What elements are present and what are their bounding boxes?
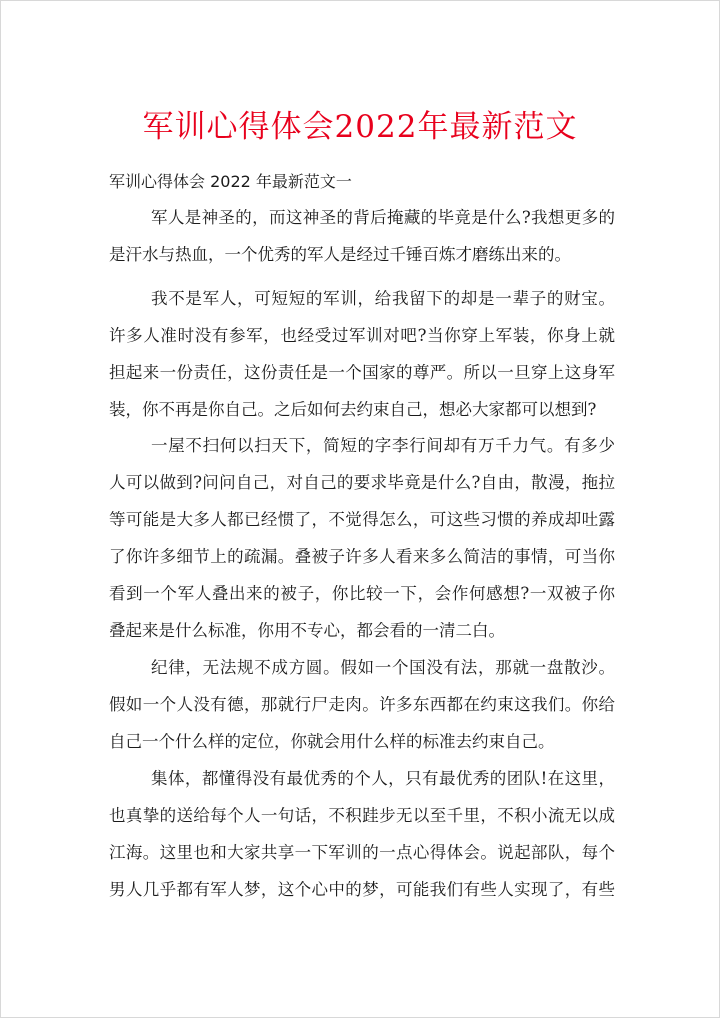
paragraph-2-line-3: 担起来一份责任，这份责任是一个国家的尊严。所以一旦穿上这身军 [109, 363, 615, 382]
paragraph-3-line-4: 了你许多细节上的疏漏。叠被子许多人看来多么简洁的事情，可当你 [109, 547, 615, 566]
paragraph-1-line-1: 军人是神圣的，而这神圣的背后掩藏的毕竟是什么?我想更多的 [151, 208, 615, 227]
paragraph-5-line-4: 男人几乎都有军人梦，这个心中的梦，可能我们有些人实现了，有些 [109, 880, 615, 899]
paragraph-4-line-1: 纪律，无法规不成方圆。假如一个国没有法，那就一盘散沙。 [151, 658, 615, 677]
paragraph-4-line-3: 自己一个什么样的定位，你就会用什么样的标准去约束自己。 [109, 732, 555, 751]
document-title: 军训心得体会2022年最新范文 [142, 109, 578, 145]
paragraph-3-line-5: 看到一个军人叠出来的被子，你比较一下，会作何感想?一双被子你 [109, 584, 615, 603]
paragraph-5-line-2: 也真挚的送给每个人一句话，不积跬步无以至千里，不积小流无以成 [109, 806, 615, 825]
paragraph-2-line-4: 装，你不再是你自己。之后如何去约束自己，想必大家都可以想到? [109, 400, 597, 419]
paragraph-3-line-2: 人可以做到?问问自己，对自己的要求毕竟是什么?自由，散漫，拖拉 [109, 473, 615, 492]
paragraph-3-line-3: 等可能是大多人都已经惯了，不觉得怎么，可这些习惯的养成却吐露 [109, 510, 615, 529]
paragraph-5-line-3: 江海。这里也和大家共享一下军训的一点心得体会。说起部队，每个 [109, 843, 615, 862]
document-subtitle: 军训心得体会 2022 年最新范文一 [109, 172, 352, 191]
paragraph-2-line-1: 我不是军人，可短短的军训，给我留下的却是一辈子的财宝。 [151, 289, 615, 308]
paragraph-3-line-6: 叠起来是什么标准，你用不专心，都会看的一清二白。 [109, 621, 505, 640]
paragraph-4-line-2: 假如一个人没有德，那就行尸走肉。许多东西都在约束这我们。你给 [109, 695, 615, 714]
paragraph-2-line-2: 许多人准时没有参军，也经受过军训对吧?当你穿上军装，你身上就 [109, 326, 615, 345]
paragraph-1-line-2: 是汗水与热血，一个优秀的军人是经过千锤百炼才磨练出来的。 [109, 245, 571, 264]
paragraph-3-line-1: 一屋不扫何以扫天下，简短的字李行间却有万千力气。有多少 [151, 436, 615, 455]
paragraph-5-line-1: 集体，都懂得没有最优秀的个人，只有最优秀的团队!在这里， [151, 769, 615, 788]
